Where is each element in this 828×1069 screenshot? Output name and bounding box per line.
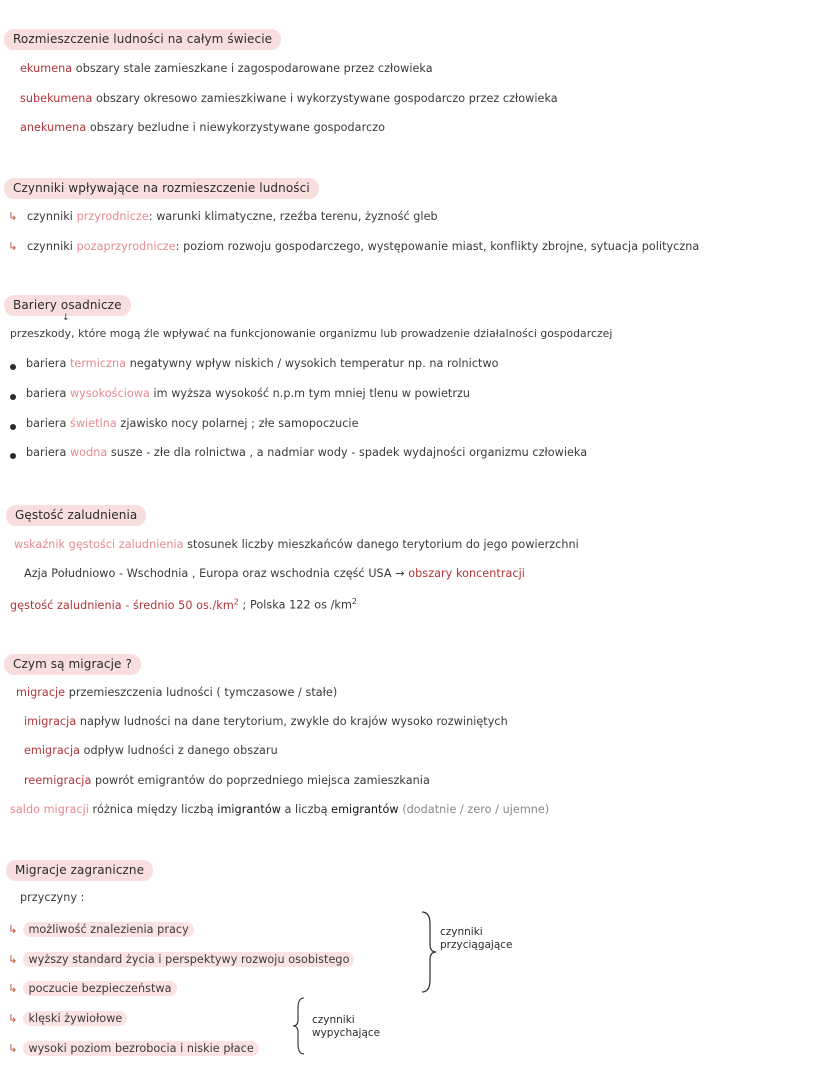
arrow-icon: ↳: [8, 982, 18, 995]
cause-item: ↳ wysoki poziom bezrobocia i niskie płace: [8, 1042, 259, 1055]
term-concentration: obszary koncentracji: [408, 567, 525, 580]
section-title-distribution: Rozmieszczenie ludności na całym świecie: [4, 29, 281, 50]
cause-item: ↳ możliwość znalezienia pracy: [8, 923, 194, 936]
down-arrow-icon: ↓: [62, 313, 70, 323]
definition-migration-balance: saldo migracji różnica między liczbą imigrantów a liczbą emigrantów (dodatnie / zero / ujemne): [10, 803, 550, 816]
concentration-areas: Azja Południowo - Wschodnia , Europa oraz wschodnia część USA → obszary koncentracji: [24, 567, 525, 580]
barrier-water: bariera wodna susze - złe dla rolnictwa , a nadmiar wody - spadek wydajności organizmu człowieka: [26, 446, 588, 459]
term-average-density: gęstość zaludnienia - średnio 50 $os./km^2$: [10, 597, 239, 612]
cause-item: ↳ klęski żywiołowe: [8, 1012, 127, 1025]
definition-migration: migracje przemieszczenia ludności ( tymczasowe / stałe): [16, 686, 338, 699]
term-immigration: imigracja: [24, 715, 77, 728]
term-light: świetlna: [69, 417, 117, 430]
bullet-icon: [10, 424, 16, 430]
arrow-icon: ↳: [8, 210, 18, 223]
term-migration: migracje: [16, 686, 66, 699]
definition-text: obszary bezludne i niewykorzystywane gospodarczo: [89, 121, 386, 134]
bullet-icon: [10, 394, 16, 400]
bullet-icon: [10, 453, 16, 459]
definition-text: obszary stale zamieszkane i zagospodarowane przez człowieka: [75, 62, 433, 75]
arrow-icon: ↳: [8, 923, 18, 936]
definition-anekumena: [20, 121, 385, 134]
barrier-thermal: bariera termiczna negatywny wpływ niskich / wysokich temperatur np. na rolnictwo: [26, 357, 499, 370]
barrier-altitude: bariera wysokościowa im wyższa wysokość n.p.m tym mniej tlenu w powietrzu: [26, 387, 471, 400]
arrow-icon: ↳: [8, 240, 18, 253]
term-emigration: emigracja: [24, 744, 81, 757]
term-ekumena: ekumena: [20, 62, 73, 75]
push-factors-label: czynniki wypychające: [312, 1014, 381, 1039]
arrow-icon: ↳: [8, 1012, 18, 1025]
arrow-icon: ↳: [8, 953, 18, 966]
barrier-light: bariera świetlna zjawisko nocy polarnej ; złe samopoczucie: [26, 417, 359, 430]
definition-text: obszary okresowo zamieszkiwane i wykorzystywane gospodarczo przez człowieka: [95, 92, 558, 105]
brace-pull-icon: [418, 910, 440, 994]
cause-item: ↳ wyższy standard życia i perspektywy rozwoju osobistego: [8, 953, 354, 966]
definition-reemigration: reemigracja powrót emigrantów do poprzedniego miejsca zamieszkania: [24, 774, 430, 787]
bullet-icon: [10, 364, 16, 370]
brace-push-icon: [292, 996, 310, 1056]
term-density-index: wskaźnik gęstości zaludnienia: [14, 538, 184, 551]
arrow-icon: ↳: [8, 1042, 18, 1055]
section-title-factors: Czynniki wpływające na rozmieszczenie ludności: [4, 178, 319, 199]
barriers-intro: przeszkody, które mogą źle wpływać na funkcjonowanie organizmu lub prowadzenie działalności gospodarczej: [10, 327, 613, 340]
term-natural: przyrodnicze: [76, 210, 149, 223]
section-title-barriers: Bariery osadnicze: [4, 295, 131, 316]
term-subekumena: subekumena: [20, 92, 93, 105]
causes-label: przyczyny :: [20, 891, 85, 904]
density-index: wskaźnik gęstości zaludnienia stosunek liczby mieszkańców danego terytorium do jego powierzchni: [14, 538, 579, 551]
definition-immigration: imigracja napływ ludności na dane terytorium, zwykle do krajów wysoko rozwiniętych: [24, 715, 508, 728]
definition-emigration: emigracja odpływ ludności z danego obszaru: [24, 744, 278, 757]
term-water: wodna: [69, 446, 108, 459]
definition-ekumena: [20, 62, 433, 75]
term-migration-balance: saldo migracji: [10, 803, 89, 816]
definition-subekumena: [20, 92, 558, 105]
term-reemigration: reemigracja: [24, 774, 92, 787]
section-title-density: Gęstość zaludnienia: [6, 505, 146, 526]
pull-factors-label: czynniki przyciągające: [440, 926, 513, 951]
factor-non-natural: ↳ czynniki pozaprzyrodnicze: poziom rozwoju gospodarczego, występowanie miast, konflikty zbrojne, sytuacja polityczna: [8, 240, 700, 253]
term-thermal: termiczna: [69, 357, 127, 370]
factor-natural: ↳ czynniki przyrodnicze: warunki klimatyczne, rzeźba terenu, żyzność gleb: [8, 210, 438, 223]
term-non-natural: pozaprzyrodnicze: [76, 240, 176, 253]
term-altitude: wysokościowa: [69, 387, 150, 400]
section-title-foreign-migrations: Migracje zagraniczne: [6, 860, 153, 881]
cause-item: ↳ poczucie bezpieczeństwa: [8, 982, 177, 995]
term-anekumena: anekumena: [20, 121, 87, 134]
density-average: gęstość zaludnienia - średnio 50 $os./km^2$ ; Polska 122 os $/km^2$: [10, 597, 358, 612]
section-title-migrations: Czym są migracje ?: [4, 654, 141, 675]
